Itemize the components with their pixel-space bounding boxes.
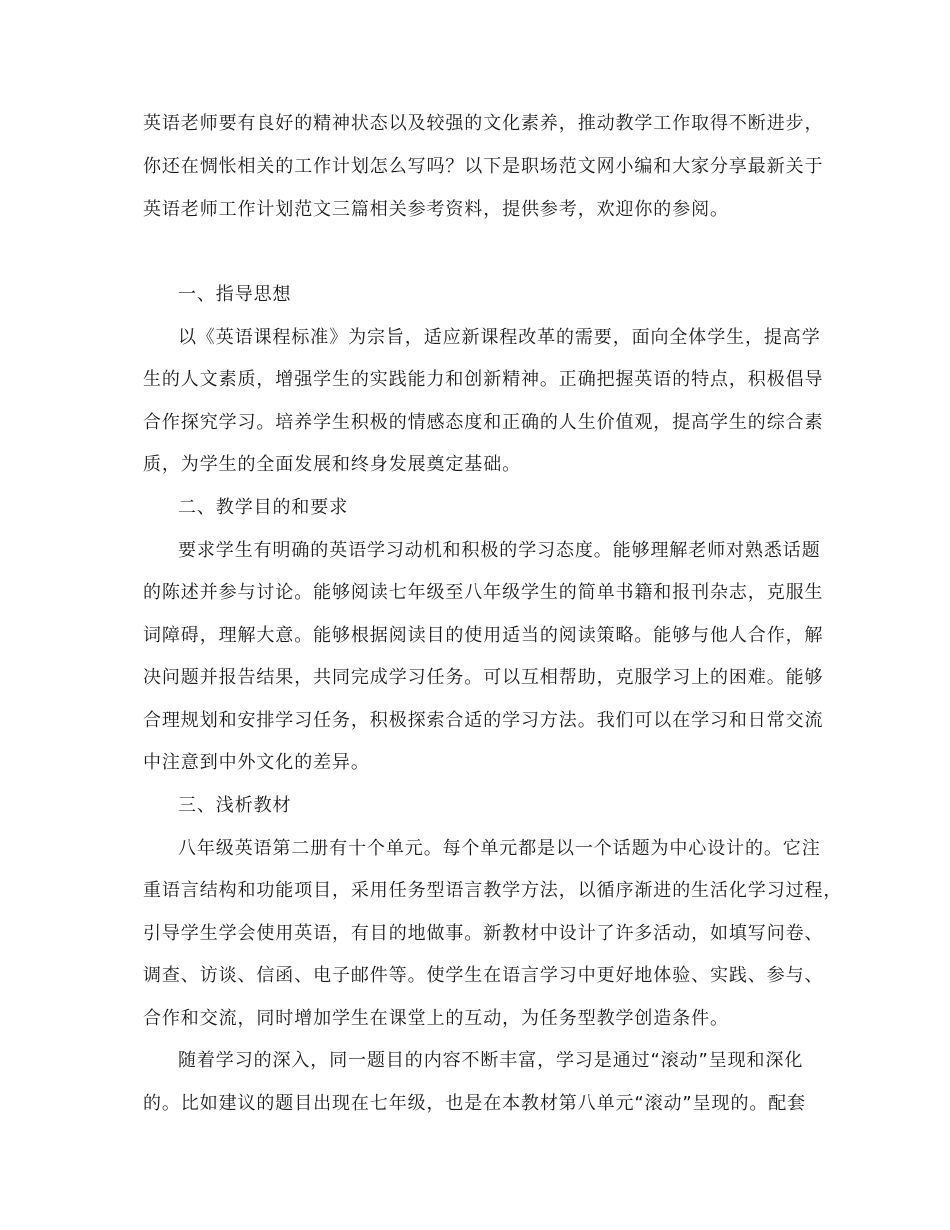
section-heading: 一、指导思想 <box>178 284 292 305</box>
paragraph-line: 八年级英语第二册有十个单元。每个单元都是以一个话题为中心设计的。它注 <box>178 838 821 859</box>
paragraph-line: 以《英语课程标准》为宗旨，适应新课程改革的需要，面向全体学生，提高学 <box>178 327 821 348</box>
paragraph-line: 随着学习的深入，同一题目的内容不断丰富，学习是通过“滚动”呈现和深化 <box>178 1050 804 1071</box>
paragraph-line: 合作探究学习。培养学生积极的情感态度和正确的人生价值观，提高学生的综合素 <box>143 412 824 433</box>
paragraph-line: 生的人文素质，增强学生的实践能力和创新精神。正确把握英语的特点，积极倡导 <box>143 369 824 390</box>
section-heading: 三、浅析教材 <box>178 795 292 816</box>
paragraph-line: 决问题并报告结果，共同完成学习任务。可以互相帮助，克服学习上的困难。能够 <box>143 667 824 688</box>
paragraph-line: 合作和交流，同时增加学生在课堂上的互动，为任务型教学创造条件。 <box>143 1008 729 1029</box>
intro-line: 英语老师要有良好的精神状态以及较强的文化素养，推动教学工作取得不断进步， <box>143 113 824 134</box>
paragraph-line: 调查、访谈、信函、电子邮件等。使学生在语言学习中更好地体验、实践、参与、 <box>143 965 824 986</box>
paragraph-line: 要求学生有明确的英语学习动机和积极的学习态度。能够理解老师对熟悉话题 <box>178 540 821 561</box>
section-heading: 二、教学目的和要求 <box>178 497 349 518</box>
paragraph-line: 重语言结构和功能项目，采用任务型语言教学方法，以循序渐进的生活化学习过程， <box>143 880 843 901</box>
paragraph-line: 中注意到中外文化的差异。 <box>143 752 370 773</box>
paragraph-line: 的陈述并参与讨论。能够阅读七年级至八年级学生的简单书籍和报刊杂志，克服生 <box>143 582 824 603</box>
paragraph-line: 合理规划和安排学习任务，积极探索合适的学习方法。我们可以在学习和日常交流 <box>143 710 824 731</box>
paragraph-line: 质，为学生的全面发展和终身发展奠定基础。 <box>143 454 521 475</box>
paragraph-line: 引导学生学会使用英语，有目的地做事。新教材中设计了许多活动，如填写问卷、 <box>143 923 824 944</box>
paragraph-line: 的。比如建议的题目出现在七年级，也是在本教材第八单元“滚动”呈现的。配套 <box>143 1093 807 1114</box>
paragraph-line: 词障碍，理解大意。能够根据阅读目的使用适当的阅读策略。能够与他人合作，解 <box>143 625 824 646</box>
intro-line: 英语老师工作计划范文三篇相关参考资料，提供参考，欢迎你的参阅。 <box>143 199 729 220</box>
intro-line: 你还在惆怅相关的工作计划怎么写吗？以下是职场范文网小编和大家分享最新关于 <box>143 156 824 177</box>
